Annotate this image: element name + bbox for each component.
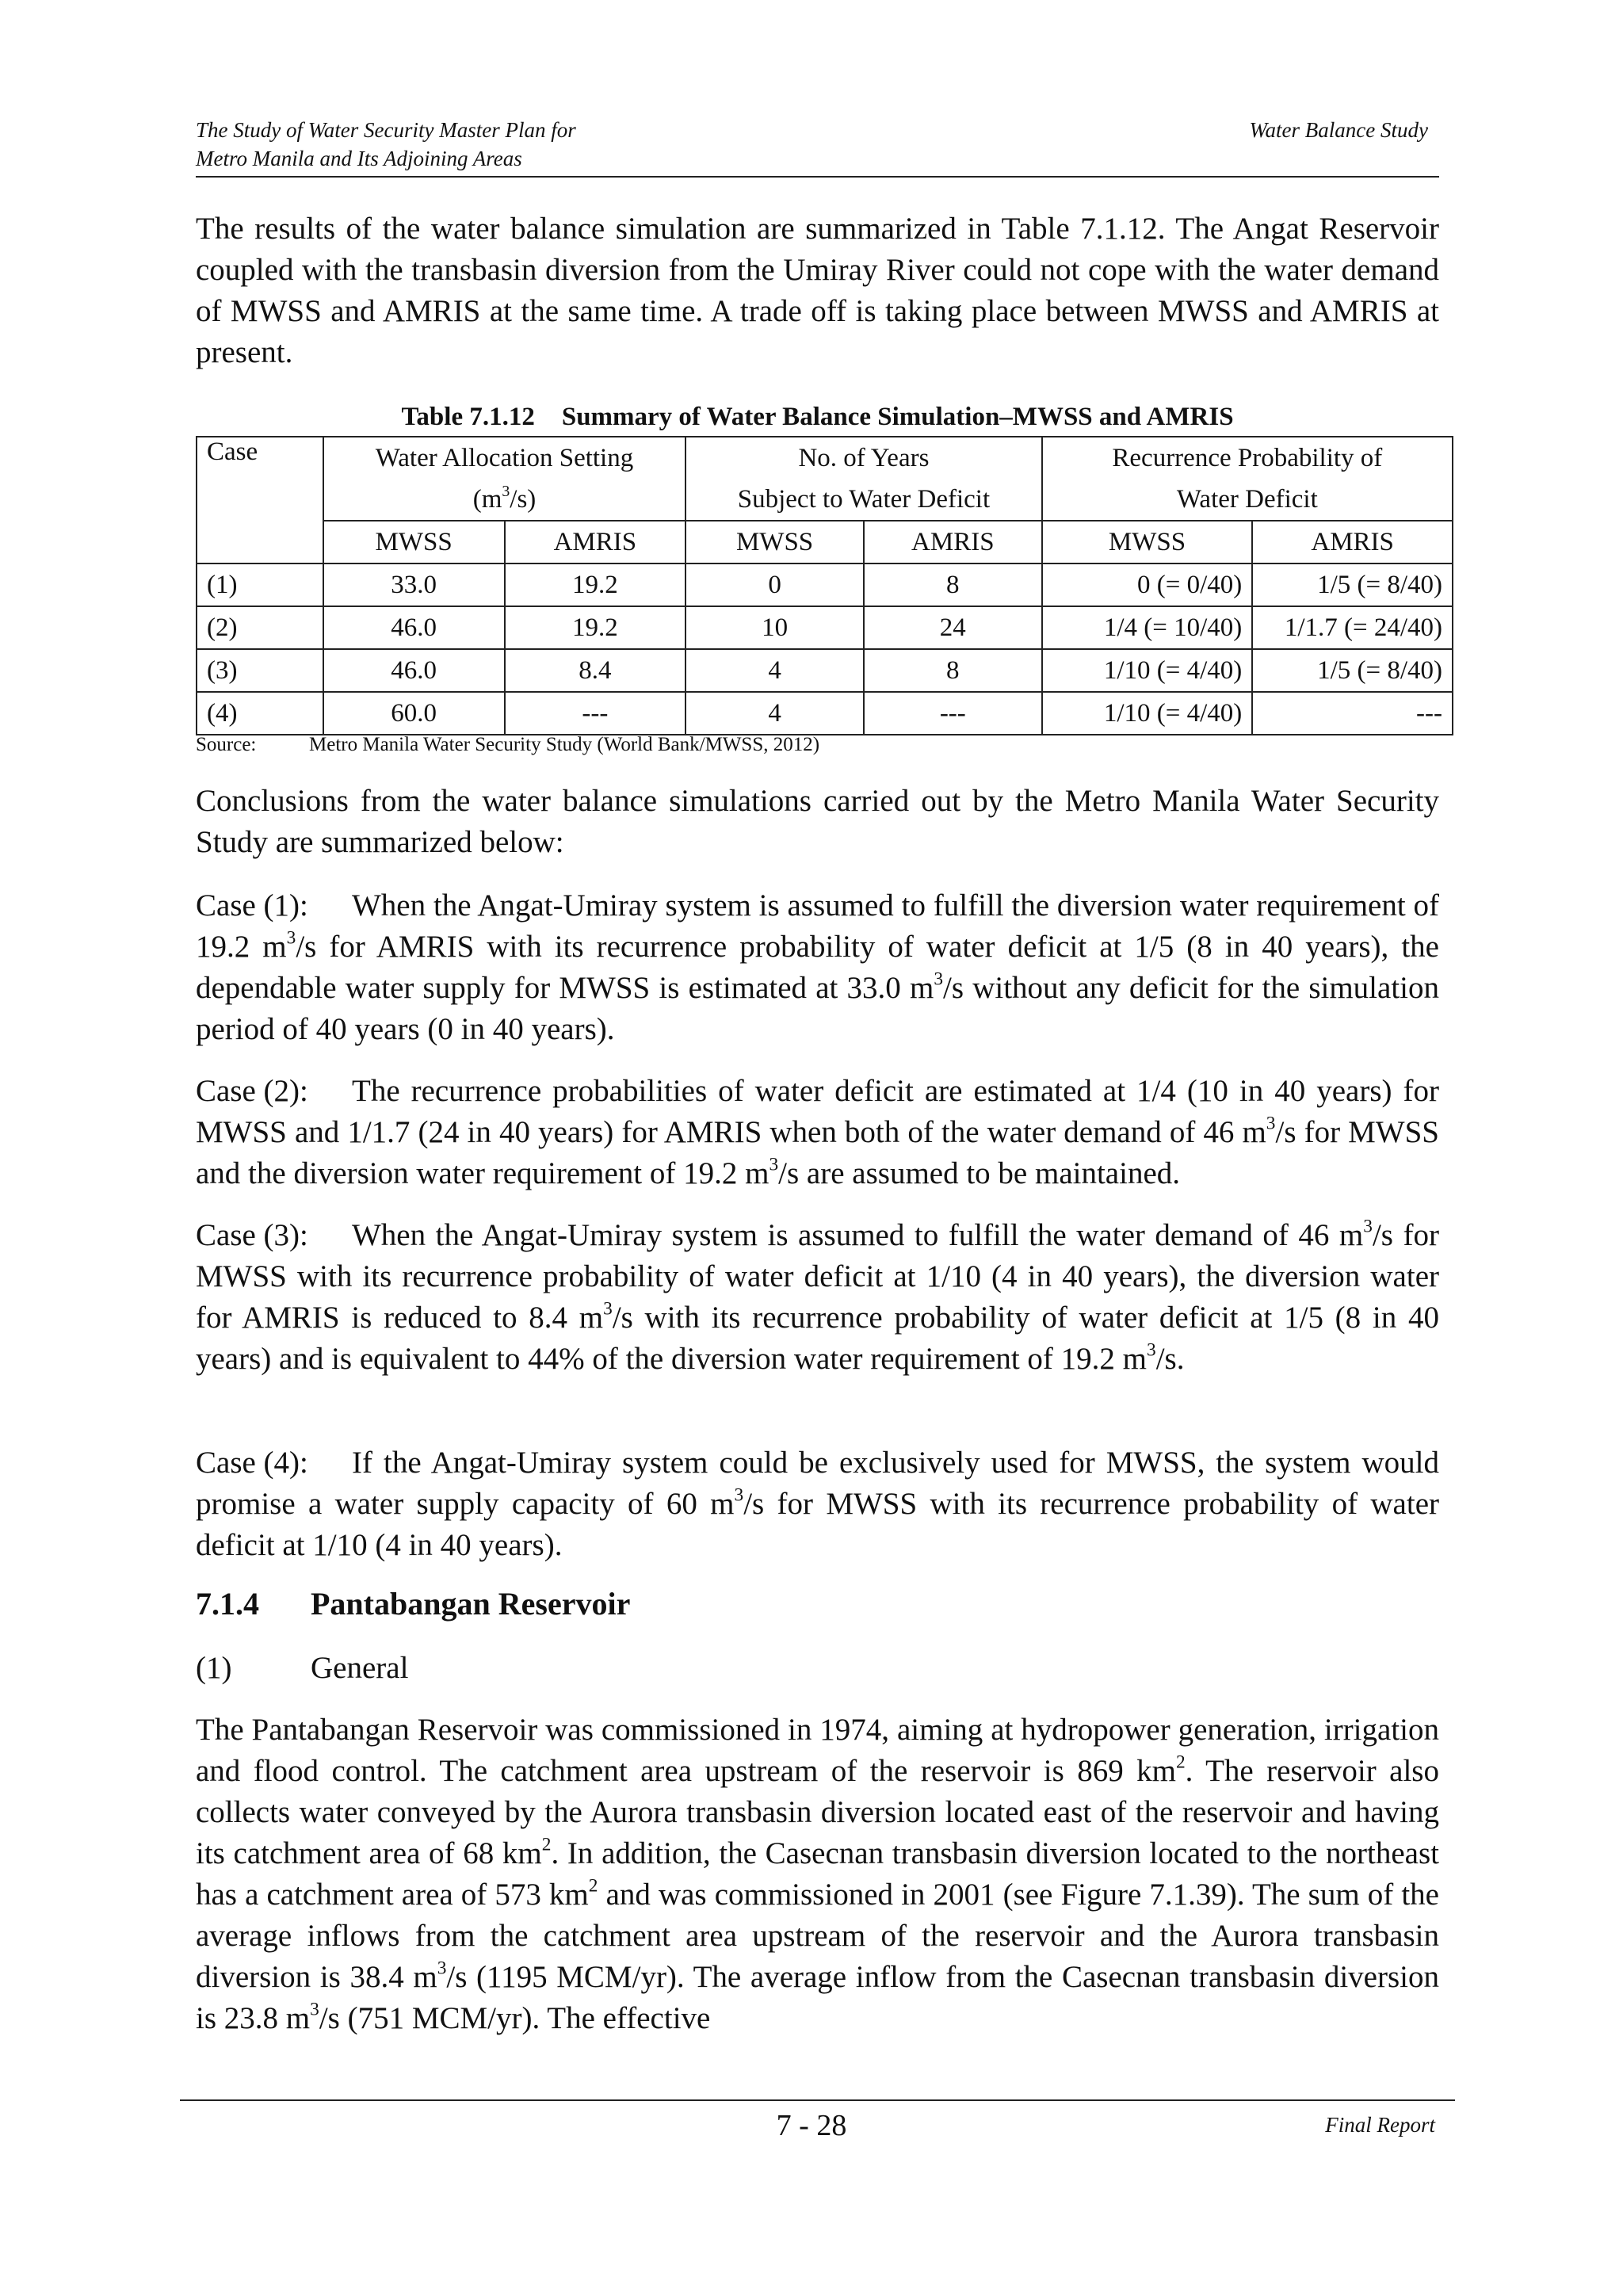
superscript: 2: [1175, 1752, 1186, 1773]
table-subheader-row: [197, 521, 1453, 563]
cell-prob-amris: ---: [1252, 692, 1453, 735]
header-years-line1: No. of Years: [798, 444, 930, 472]
case-3-paragraph: [196, 1215, 1439, 1380]
header-allocation-unit: [334, 479, 675, 520]
subheader-mwss: MWSS: [1042, 521, 1253, 563]
case-text: /s for AMRIS with its recurrence probability of water deficit at 1/5 (8 in 40 years), the dependable water supply for MWSS is estimated at 33.0 m: [196, 930, 1439, 1005]
case-2-paragraph: [196, 1071, 1439, 1194]
case-text: /s without any deficit for the simulation period of 40 years (0 in 40 years).: [196, 971, 1439, 1046]
header-title-line2: Metro Manila and Its Adjoining Areas: [196, 147, 522, 170]
cell-prob-mwss: 1/10 (= 4/40): [1042, 649, 1253, 692]
case-1-paragraph: [196, 885, 1439, 1050]
subheader-amris: AMRIS: [864, 521, 1042, 563]
case-label: Case (1):: [196, 888, 308, 923]
case-label: Case (2):: [196, 1074, 308, 1108]
cell-prob-amris: 1/5 (= 8/40): [1252, 649, 1453, 692]
header-title: [196, 116, 576, 173]
pantabangan-paragraph: [196, 1710, 1439, 2039]
source-label: Source:: [196, 734, 257, 755]
superscript: 2: [541, 1834, 552, 1855]
section-heading: [196, 1584, 630, 1625]
header-years: [685, 437, 1041, 521]
table-caption: [196, 399, 1439, 434]
case-label: Case (3):: [196, 1218, 308, 1252]
case-text: /s are assumed to be maintained.: [778, 1156, 1181, 1190]
superscript: 3: [286, 927, 296, 949]
unit-sup: 3: [502, 483, 510, 501]
case-text: /s.: [1155, 1342, 1185, 1376]
section-title: Pantabangan Reservoir: [311, 1586, 631, 1622]
page-number: 7 - 28: [776, 2109, 847, 2142]
header-rule: [196, 176, 1439, 178]
footer-report-label: Final Report: [1325, 2113, 1435, 2137]
header-allocation: [323, 437, 685, 521]
cell-prob-amris: 1/5 (= 8/40): [1252, 563, 1453, 606]
table-row: [197, 563, 1453, 606]
source-text: Metro Manila Water Security Study (World Bank/MWSS, 2012): [309, 734, 820, 755]
text-run: /s (751 MCM/yr). The effective: [319, 2001, 711, 2035]
footer-rule: [180, 2099, 1455, 2101]
superscript: 3: [1146, 1339, 1156, 1361]
case-text: /s for MWSS and the diversion water requirement of 19.2 m: [196, 1115, 1440, 1190]
header-probability-line1: Recurrence Probability of: [1112, 444, 1383, 472]
header-allocation-line1: Water Allocation Setting: [375, 444, 634, 472]
superscript: 3: [769, 1154, 779, 1175]
case-label: Case (4):: [196, 1446, 308, 1480]
cell-years-mwss: 10: [685, 606, 864, 649]
cell-years-mwss: 4: [685, 649, 864, 692]
cell-alloc-amris: 19.2: [505, 606, 686, 649]
superscript: 3: [603, 1298, 613, 1320]
cell-years-amris: 24: [864, 606, 1042, 649]
subheader-amris: AMRIS: [505, 521, 686, 563]
unit-pre: (m: [472, 485, 502, 514]
cell-alloc-mwss: 60.0: [323, 692, 505, 735]
cell-alloc-amris: ---: [505, 692, 686, 735]
table-row: [197, 606, 1453, 649]
unit-post: /s): [510, 485, 537, 514]
superscript: 3: [1363, 1216, 1373, 1237]
cell-years-amris: 8: [864, 563, 1042, 606]
superscript: 3: [310, 1999, 319, 2020]
cell-prob-amris: 1/1.7 (= 24/40): [1252, 606, 1453, 649]
header-probability: [1042, 437, 1453, 521]
header-probability-line2: Water Deficit: [1176, 485, 1318, 514]
conclusions-text: Conclusions from the water balance simulations carried out by the Metro Manila Water Security Study are summarized below:: [196, 784, 1439, 859]
intro-text: The results of the water balance simulation are summarized in Table 7.1.12. The Angat Reservoir coupled with the transbasin diversion from the Umiray River could not cope with the water demand of MWSS and AMRIS at the same time. A trade off is taking place between MWSS and AMRIS at present.: [196, 212, 1439, 369]
header-section: Water Balance Study: [1249, 118, 1428, 142]
superscript: 3: [437, 1958, 447, 1979]
case-text: The recurrence probabilities of water deficit are estimated at 1/4 (10 in 40 years) for MWSS and 1/1.7 (24 in 40 years) for AMRIS when both of the water demand of 46 m: [196, 1074, 1439, 1149]
cell-alloc-amris: 8.4: [505, 649, 686, 692]
cell-alloc-mwss: 46.0: [323, 649, 505, 692]
table-row: [197, 692, 1453, 735]
case-text: When the Angat-Umiray system is assumed to fulfill the water demand of 46 m: [352, 1218, 1364, 1252]
text-run: . The reservoir also collects water conveyed by the Aurora transbasin diversion located east of the reservoir and having its catchment area of 68 km: [196, 1754, 1439, 1870]
table-row: [197, 649, 1453, 692]
superscript: 2: [588, 1875, 598, 1897]
conclusions-paragraph: [196, 781, 1439, 863]
case-text: /s for MWSS with its recurrence probability of water deficit at 1/10 (4 in 40 years).: [196, 1487, 1439, 1562]
subheader-amris: AMRIS: [1252, 521, 1453, 563]
case-text: /s for MWSS with its recurrence probability of water deficit at 1/10 (4 in 40 years), the diversion water for AMRIS is reduced to 8.4 m: [196, 1218, 1439, 1335]
text-run: . In addition, the Casecnan transbasin diversion located to the northeast has a catchment area of 573 km: [196, 1836, 1439, 1912]
text-run: /s (1195 MCM/yr). The average inflow from the Casecnan transbasin diversion is 23.8 m: [196, 1960, 1439, 2035]
cell-alloc-mwss: 33.0: [323, 563, 505, 606]
cell-years-mwss: 0: [685, 563, 864, 606]
cell-alloc-amris: 19.2: [505, 563, 686, 606]
cell-years-amris: ---: [864, 692, 1042, 735]
table-number: Table 7.1.12: [401, 403, 535, 431]
cell-case: (2): [197, 606, 323, 649]
cell-case: (1): [197, 563, 323, 606]
superscript: 3: [734, 1484, 744, 1506]
case-4-paragraph: [196, 1442, 1439, 1566]
subheader-mwss: MWSS: [323, 521, 505, 563]
cell-prob-mwss: 1/10 (= 4/40): [1042, 692, 1253, 735]
section-number: 7.1.4: [196, 1586, 259, 1622]
pantabangan-text: [196, 1710, 1439, 2039]
superscript: 3: [934, 968, 944, 990]
subsection-number: (1): [196, 1651, 232, 1685]
case-text: When the Angat-Umiray system is assumed to fulfill the diversion water requirement of 19.2 m: [196, 888, 1439, 964]
header-case: Case: [197, 437, 323, 563]
table-title: Summary of Water Balance Simulation–MWSS and AMRIS: [561, 403, 1234, 431]
text-run: The Pantabangan Reservoir was commissioned in 1974, aiming at hydropower generation, irrigation and flood control. The catchment area upstream of the reservoir is 869 km: [196, 1713, 1439, 1788]
text-run: and was commissioned in 2001 (see Figure 7.1.39). The sum of the average inflows from the catchment area upstream of the reservoir and the Aurora transbasin diversion is 38.4 m: [196, 1878, 1439, 1994]
intro-paragraph: [196, 208, 1439, 373]
header-title-line1: The Study of Water Security Master Plan for: [196, 118, 576, 142]
header-years-line2: Subject to Water Deficit: [737, 485, 991, 514]
cell-case: (3): [197, 649, 323, 692]
water-balance-table: [196, 436, 1453, 735]
cell-years-amris: 8: [864, 649, 1042, 692]
subheader-mwss: MWSS: [685, 521, 864, 563]
cell-years-mwss: 4: [685, 692, 864, 735]
subsection-title: General: [311, 1651, 409, 1685]
case-text: If the Angat-Umiray system could be exclusively used for MWSS, the system would promise a water supply capacity of 60 m: [196, 1446, 1439, 1521]
cell-prob-mwss: 1/4 (= 10/40): [1042, 606, 1253, 649]
cell-prob-mwss: 0 (= 0/40): [1042, 563, 1253, 606]
subsection-heading: [196, 1648, 408, 1689]
superscript: 3: [1266, 1113, 1276, 1134]
case-text: /s with its recurrence probability of water deficit at 1/5 (8 in 40 years) and is equivalent to 44% of the diversion water requirement of 19.2 m: [196, 1301, 1439, 1376]
cell-case: (4): [197, 692, 323, 735]
cell-alloc-mwss: 46.0: [323, 606, 505, 649]
